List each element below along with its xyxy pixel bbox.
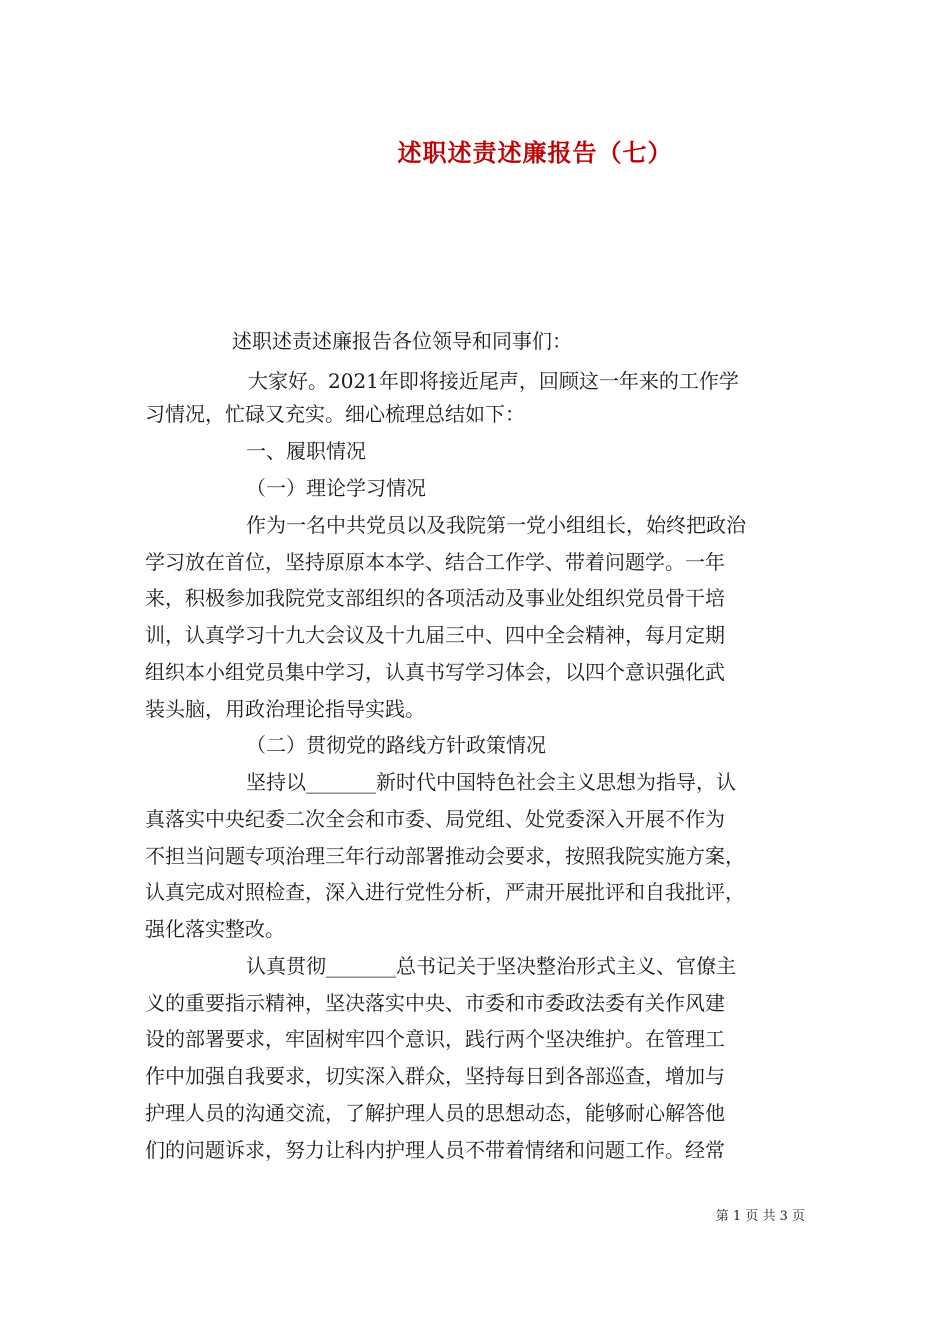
text-line: 大家好。2021年即将接近尾声，回顾这一年来的工作学: [248, 369, 739, 393]
text-line: 护理人员的沟通交流，了解护理人员的思想动态，能够耐心解答他: [145, 1101, 725, 1125]
text-line: 作中加强自我要求，切实深入群众，坚持每日到各部巡查，增加与: [145, 1064, 725, 1088]
text-line: 认真贯彻_______总书记关于坚决整治形式主义、官僚主: [246, 954, 736, 978]
text-line: 认真完成对照检查，深入进行党性分析，严肃开展批评和自我批评，: [145, 880, 745, 904]
text-line: 来，积极参加我院党支部组织的各项活动及事业处组织党员骨干培: [145, 586, 725, 610]
text-line: 述职述责述廉报告各位领导和同事们：: [232, 329, 572, 353]
text-line: （二）贯彻党的路线方针政策情况: [246, 733, 546, 757]
text-line: 强化落实整改。: [145, 917, 285, 941]
text-line: 组织本小组党员集中学习，认真书写学习体会，以四个意识强化武: [145, 660, 725, 684]
text-line: 义的重要指示精神，坚决落实中央、市委和市委政法委有关作风建: [145, 991, 725, 1015]
text-line: 习情况，忙碌又充实。细心梳理总结如下：: [145, 402, 525, 426]
text-line: 作为一名中共党员以及我院第一党小组组长，始终把政治: [246, 513, 746, 537]
text-line: 们的问题诉求，努力让科内护理人员不带着情绪和问题工作。经常: [145, 1138, 725, 1162]
page-number: 第 1 页 共 3 页: [715, 1209, 805, 1224]
document-title: 述职述责述廉报告（七）: [397, 138, 673, 167]
text-line: 不担当问题专项治理三年行动部署推动会要求，按照我院实施方案，: [145, 844, 745, 868]
text-line: 装头脑，用政治理论指导实践。: [145, 697, 425, 721]
text-line: 训，认真学习十九大会议及十九届三中、四中全会精神，每月定期: [145, 623, 725, 647]
text-line: 设的部署要求，牢固树牢四个意识，践行两个坚决维护。在管理工: [145, 1027, 725, 1051]
text-line: 学习放在首位，坚持原原本本学、结合工作学、带着问题学。一年: [145, 550, 725, 574]
text-line: 坚持以_______新时代中国特色社会主义思想为指导，认: [246, 770, 736, 794]
text-line: 真落实中央纪委二次全会和市委、局党组、处党委深入开展不作为: [145, 807, 725, 831]
text-line: （一）理论学习情况: [246, 476, 426, 500]
text-line: 一、履职情况: [246, 439, 366, 463]
